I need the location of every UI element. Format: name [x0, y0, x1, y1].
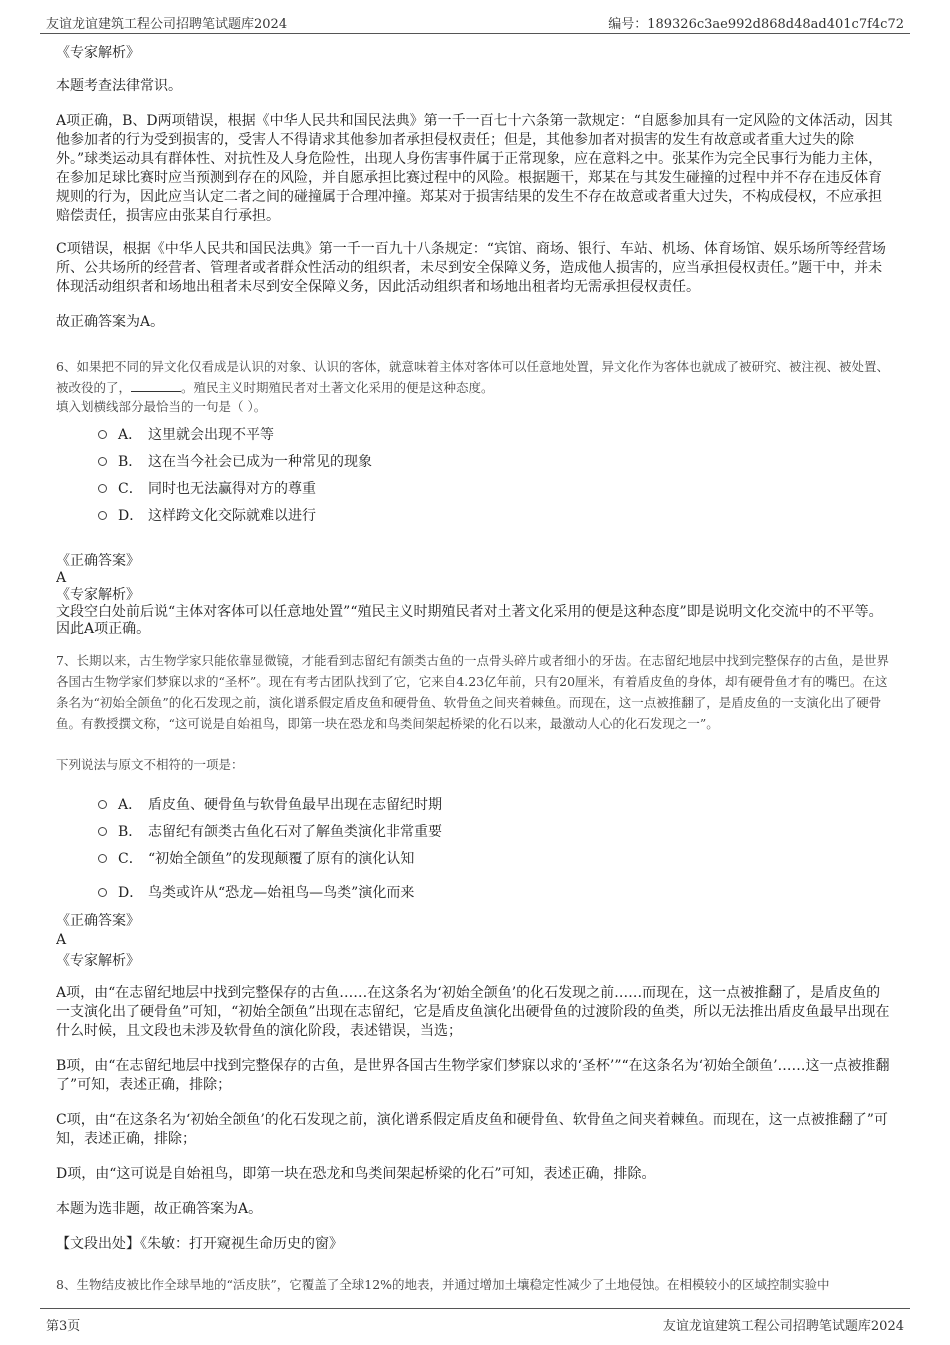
q7-answer-label: 《正确答案》	[56, 913, 140, 929]
page-number: 第3页	[46, 1319, 81, 1334]
q7-stem: 7、长期以来，古生物学家只能依靠显微镜，才能看到志留纪有颌类古鱼的一点骨头碎片或者细小的牙齿。在志留纪地层中找到完整保存的古鱼，是世界各国古生物学家们梦寐以求的“圣杯”。现在有考古团队找到了它，它来自4.23亿年前，只有20厘米，有着盾皮鱼的身体，却有硬骨鱼才有的嘴巴。在这条名为“初始全颌鱼”的化石发现之前，演化谱系假定盾皮鱼和硬骨鱼、软骨鱼之间夹着棘鱼。而现在，这一点被推翻了，是盾皮鱼的一支演化出了硬骨鱼。有教授撰文称，“这可说是自始祖鸟，即第一块在恐龙和鸟类间架起桥梁的化石以来，最激动人心的化石发现之一”。	[56, 653, 889, 731]
q7-para-c: C项，由“在这条名为‘初始全颌鱼’的化石发现之前，演化谱系假定盾皮鱼和硬骨鱼、软骨鱼之间夹着棘鱼。而现在，这一点被推翻了”可知，表述正确，排除；	[56, 1112, 888, 1147]
radio-icon[interactable]	[98, 457, 107, 466]
q7-options	[56, 791, 894, 906]
footer-title: 友谊龙谊建筑工程公司招聘笔试题库2024	[662, 1319, 904, 1334]
q5-para-c: C项错误，根据《中华人民共和国民法典》第一千一百九十八条规定：“宾馆、商场、银行、车站、机场、体育场馆、娱乐场所等经营场所、公共场所的经营者、管理者或者群众性活动的组织者，未尽到安全保障义务，造成他人损害的，应当承担侵权责任。”题干中，并未体现活动组织者和场地出租者未尽到安全保障义务，因此活动组织者和场地出租者均无需承担侵权责任。	[56, 241, 886, 295]
q6-analysis: 文段空白处前后说“主体对客体可以任意地处置”“殖民主义时期殖民者对土著文化采用的便是这种态度”即是说明文化交流中的不平等。因此A项正确。	[56, 604, 883, 637]
source-label: 【文段出处】	[56, 1236, 140, 1252]
q7-analysis-label: 《专家解析》	[56, 953, 140, 969]
q6-answer-label: 《正确答案》	[56, 553, 140, 569]
q7-para-d: D项，由“这可说是自始祖鸟，即第一块在恐龙和鸟类间架起桥梁的化石”可知，表述正确，排除。	[56, 1166, 656, 1182]
q7-option-a[interactable]: A． 盾皮鱼、硬骨鱼与软骨鱼最早出现在志留纪时期	[56, 791, 894, 818]
q6-option-c[interactable]: C． 同时也无法赢得对方的尊重	[56, 475, 894, 502]
q7-source	[56, 1235, 894, 1254]
q6-option-d[interactable]: D． 这样跨文化交际就难以进行	[56, 502, 894, 529]
page-footer	[0, 1305, 950, 1345]
q6-stem: 6、如果把不同的异文化仅看成是认识的对象、认识的客体，就意味着主体对客体可以任意地处置，异文化作为客体也就成了被研究、被注视、被处置、被改役的了， 。殖民主义时期殖民者对土著文化采用的便是这种态度。	[56, 359, 889, 395]
q6-prompt: 填入划横线部分最恰当的一句是（ ）。	[56, 399, 267, 414]
q6-option-b[interactable]: B． 这在当今社会已成为一种常见的现象	[56, 448, 894, 475]
q5-para-a: A项正确，B、D两项错误，根据《中华人民共和国民法典》第一千一百七十六条第一款规定：“自愿参加具有一定风险的文体活动，因其他参加者的行为受到损害的，受害人不得请求其他参加者承担侵权责任；但是，其他参加者对损害的发生有故意或者重大过失的除外。”球类运动具有群体性、对抗性及人身危险性，出现人身伤害事件属于正常现象，应在意料之中。张某作为完全民事行为能力主体，在参加足球比赛时应当预测到存在的风险，并自愿承担比赛过程中的风险。根据题干，郑某在与其发生碰撞的过程中并不存在违反体育规则的行为，因此应当认定二者之间的碰撞属于合理冲撞。郑某对于损害结果的发生不存在故意或者重大过失，不构成侵权，不应承担赔偿责任，损害应由张某自行承担。	[56, 113, 893, 224]
q7-option-d[interactable]: D． 鸟类或许从“恐龙—始祖鸟—鸟类”演化而来	[56, 879, 894, 906]
header-divider	[40, 33, 910, 34]
q8-stem: 8、生物结皮被比作全球旱地的“活皮肤”，它覆盖了全球12%的地表，并通过增加土壤稳定性减少了土地侵蚀。在相模较小的区域控制实验中	[56, 1277, 830, 1292]
footer-divider	[40, 1308, 910, 1309]
q7-conclusion: 本题为选非题，故正确答案为A。	[56, 1201, 263, 1217]
q7-para-a: A项，由“在志留纪地层中找到完整保存的古鱼……在这条名为‘初始全颌鱼’的化石发现之前……而现在，这一点被推翻了，是盾皮鱼的一支演化出了硬骨鱼”可知，“初始全颌鱼”出现在志留纪，它是盾皮鱼演化出硬骨鱼的过渡阶段的鱼类，所以无法推出盾皮鱼最早出现在什么时候，且文段也未涉及软骨鱼的演化阶段，表述错误，当选；	[56, 985, 890, 1039]
radio-icon[interactable]	[98, 827, 107, 836]
source-title: 《朱敏：打开窥视生命历史的窗》	[140, 1236, 343, 1252]
q7-prompt: 下列说法与原文不相符的一项是：	[56, 757, 244, 772]
q6-analysis-label: 《专家解析》	[56, 587, 140, 603]
radio-icon[interactable]	[98, 888, 107, 897]
page-content	[56, 44, 894, 1300]
q6-option-a[interactable]: A． 这里就会出现不平等	[56, 421, 894, 448]
q6-blank	[131, 379, 181, 392]
radio-icon[interactable]	[98, 854, 107, 863]
q7-option-c[interactable]: C． “初始全颌鱼”的发现颠覆了原有的演化认知	[56, 845, 894, 879]
radio-icon[interactable]	[98, 484, 107, 493]
q7-option-b[interactable]: B． 志留纪有颌类古鱼化石对了解鱼类演化非常重要	[56, 818, 894, 845]
q5-analysis-label: 《专家解析》	[56, 45, 140, 61]
radio-icon[interactable]	[98, 800, 107, 809]
q6-answer: A	[56, 570, 67, 586]
header-doc-id: 编号：189326c3ae992d868d48ad401c7f4c72	[608, 17, 904, 32]
header-title: 友谊龙谊建筑工程公司招聘笔试题库2024	[46, 17, 288, 32]
q7-para-b: B项，由“在志留纪地层中找到完整保存的古鱼，是世界各国古生物学家们梦寐以求的‘圣杯’”“在这条名为‘初始全颌鱼’……这一点被推翻了”可知，表述正确，排除；	[56, 1058, 890, 1093]
q7-answer: A	[56, 932, 67, 948]
radio-icon[interactable]	[98, 430, 107, 439]
q5-conclusion: 故正确答案为A。	[56, 314, 165, 330]
q5-intro: 本题考查法律常识。	[56, 78, 182, 94]
page-header	[0, 0, 950, 40]
q6-options	[56, 421, 894, 529]
radio-icon[interactable]	[98, 511, 107, 520]
